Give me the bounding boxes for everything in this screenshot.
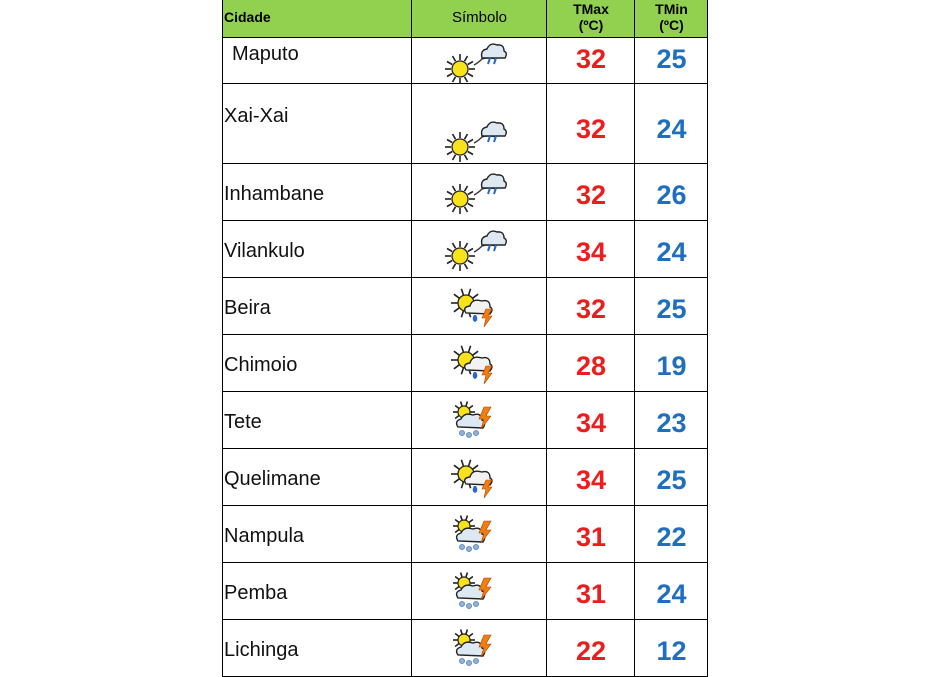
tmax-value: 32 [575, 114, 607, 144]
table-row [222, 335, 708, 392]
divider [222, 392, 223, 448]
tmax-value: 32 [575, 294, 607, 324]
sun-cloud-rain-icon [444, 169, 508, 215]
header-tmax-label: TMax [573, 1, 609, 17]
sun-cloud-rain-icon [444, 226, 508, 272]
tmin-value: 24 [656, 579, 687, 609]
table-header [222, 0, 708, 38]
divider [411, 449, 412, 505]
tmin-value: 24 [656, 114, 687, 144]
tmin-value: 26 [656, 180, 687, 210]
city-name: Vilankulo [224, 240, 305, 262]
tmin-value: 23 [656, 408, 687, 438]
divider [411, 278, 412, 334]
divider [222, 620, 223, 676]
divider [222, 563, 223, 619]
table-row [222, 392, 708, 449]
header-symbol: Símbolo [451, 9, 508, 26]
tmax-value: 34 [575, 237, 607, 267]
tmax-value: 34 [575, 465, 607, 495]
tmax-value: 32 [575, 44, 607, 74]
header-tmax [547, 0, 635, 37]
sun-cloud-rain-icon [444, 39, 508, 85]
sun-cloud-thunder-icon [444, 340, 508, 386]
city-name: Maputo [232, 43, 299, 65]
city-name: Beira [224, 297, 271, 319]
tmax-value: 34 [575, 408, 607, 438]
city-name: Pemba [224, 582, 288, 604]
header-tmin-unit: (ºC) [659, 17, 684, 33]
cloud-thunderstorm-icon [444, 397, 508, 443]
header-tmin [635, 0, 708, 37]
tmin-value: 25 [656, 44, 687, 74]
divider [222, 221, 223, 277]
divider [411, 563, 412, 619]
sun-cloud-rain-icon [444, 117, 508, 163]
tmin-value: 12 [656, 636, 687, 666]
divider [411, 221, 412, 277]
table-row [222, 221, 708, 278]
tmax-value: 32 [575, 180, 607, 210]
divider [411, 164, 412, 220]
divider [222, 84, 223, 163]
forecast-table [222, 0, 708, 677]
city-name: Nampula [224, 525, 305, 547]
city-name: Quelimane [224, 468, 321, 490]
table-row [222, 449, 708, 506]
divider [222, 0, 223, 37]
divider [411, 38, 412, 83]
tmin-value: 19 [656, 351, 687, 381]
divider [411, 84, 412, 163]
divider [222, 335, 223, 391]
header-city: Cidade [224, 9, 271, 25]
tmin-value: 24 [656, 237, 687, 267]
table-row [222, 84, 708, 164]
table-row [222, 38, 708, 84]
table-row [222, 164, 708, 221]
tmin-value: 25 [656, 465, 687, 495]
tmin-value: 25 [656, 294, 687, 324]
sun-cloud-thunder-icon [444, 454, 508, 500]
divider [222, 506, 223, 562]
city-name: Tete [224, 411, 262, 433]
tmax-value: 22 [575, 636, 607, 666]
divider [411, 506, 412, 562]
divider [222, 278, 223, 334]
divider [411, 620, 412, 676]
divider [411, 335, 412, 391]
table-body [222, 38, 708, 677]
city-name: Lichinga [224, 639, 299, 661]
header-tmin-label: TMin [655, 1, 688, 17]
divider [222, 449, 223, 505]
divider [222, 38, 223, 83]
table-row [222, 620, 708, 677]
table-row [222, 506, 708, 563]
cloud-thunderstorm-icon [444, 625, 508, 671]
header-tmax-unit: (ºC) [578, 17, 604, 33]
tmax-value: 28 [575, 351, 607, 381]
cloud-thunderstorm-icon [444, 568, 508, 614]
table-row [222, 563, 708, 620]
city-name: Inhambane [224, 183, 325, 205]
divider [222, 164, 223, 220]
tmax-value: 31 [575, 522, 607, 552]
tmax-value: 31 [575, 579, 607, 609]
city-name: Chimoio [224, 354, 298, 376]
tmin-value: 22 [656, 522, 687, 552]
divider [411, 392, 412, 448]
city-name: Xai-Xai [224, 105, 289, 127]
cloud-thunderstorm-icon [444, 511, 508, 557]
sun-cloud-thunder-icon [444, 283, 508, 329]
table-row [222, 278, 708, 335]
